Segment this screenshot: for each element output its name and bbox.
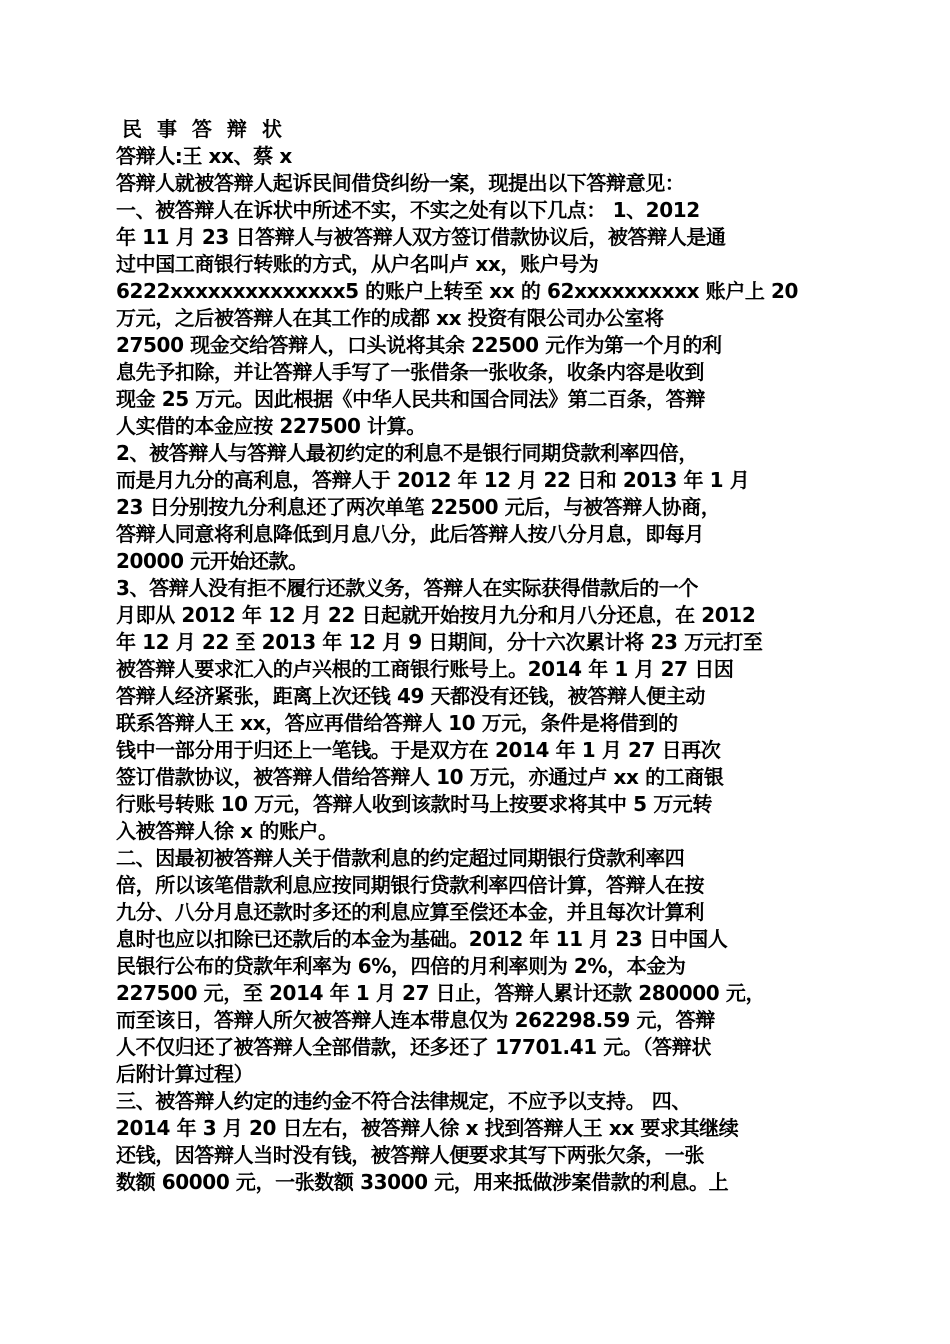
- text-line: 九分、八分月息还款时多还的利息应算至偿还本金，并且每次计算利: [116, 900, 704, 924]
- text-line: 还钱，因答辩人当时没有钱，被答辩人便要求其写下两张欠条，一张: [116, 1143, 704, 1167]
- document-body: [116, 116, 834, 1196]
- text-line: 联系答辩人王 xx，答应再借给答辩人 10 万元，条件是将借到的: [116, 711, 678, 735]
- text-line: 三、被答辩人约定的违约金不符合法律规定，不应予以支持。 四、: [116, 1089, 691, 1113]
- text-line: 钱中一部分用于归还上一笔钱。于是双方在 2014 年 1 月 27 日再次: [116, 738, 721, 762]
- text-line: 年 12 月 22 至 2013 年 12 月 9 日期间，分十六次累计将 23 万元打至: [116, 630, 763, 654]
- text-line: 3、答辩人没有拒不履行还款义务，答辩人在实际获得借款后的一个: [116, 576, 698, 600]
- document-title: 民 事 答 辩 状: [122, 117, 286, 141]
- document-text: [116, 143, 834, 1196]
- text-line: 而至该日，答辩人所欠被答辩人连本带息仅为 262298.59 元，答辩: [116, 1008, 715, 1032]
- text-line: 民银行公布的贷款年利率为 6%，四倍的月利率则为 2%，本金为: [116, 954, 686, 978]
- text-line: 23 日分别按九分利息还了两次单笔 22500 元后，与被答辩人协商，: [116, 495, 721, 519]
- text-line: 息先予扣除，并让答辩人手写了一张借条一张收条，收条内容是收到: [116, 360, 704, 384]
- text-line: 人不仅归还了被答辩人全部借款，还多还了 17701.41 元。（答辩状: [116, 1035, 711, 1059]
- text-line: 二、因最初被答辩人关于借款利息的约定超过同期银行贷款利率四: [116, 846, 685, 870]
- text-line: 一、被答辩人在诉状中所述不实，不实之处有以下几点： 1、2012: [116, 198, 700, 222]
- text-line: 答辩人:王 xx、蔡 x: [116, 144, 292, 168]
- text-line: 20000 元开始还款。: [116, 549, 308, 573]
- text-line: 后附计算过程）: [116, 1062, 254, 1086]
- text-line: 而是月九分的高利息，答辩人于 2012 年 12 月 22 日和 2013 年 1 月: [116, 468, 750, 492]
- text-line: 现金 25 万元。因此根据《中华人民共和国合同法》第二百条，答辩: [116, 387, 705, 411]
- text-line: 年 11 月 23 日答辩人与被答辩人双方签订借款协议后，被答辩人是通: [116, 225, 726, 249]
- text-line: 行账号转账 10 万元，答辩人收到该款时马上按要求将其中 5 万元转: [116, 792, 712, 816]
- text-line: 人实借的本金应按 227500 计算。: [116, 414, 426, 438]
- text-line: 签订借款协议，被答辩人借给答辩人 10 万元，亦通过卢 xx 的工商银: [116, 765, 724, 789]
- text-line: 答辩人就被答辩人起诉民间借贷纠纷一案，现提出以下答辩意见：: [116, 171, 685, 195]
- text-line: 月即从 2012 年 12 月 22 日起就开始按月九分和月八分还息，在 2012: [116, 603, 756, 627]
- text-line: 答辩人经济紧张，距离上次还钱 49 天都没有还钱，被答辩人便主动: [116, 684, 705, 708]
- text-line: 万元，之后被答辩人在其工作的成都 xx 投资有限公司办公室将: [116, 306, 664, 330]
- text-line: 数额 60000 元，一张数额 33000 元，用来抵做涉案借款的利息。上: [116, 1170, 729, 1194]
- text-line: 2014 年 3 月 20 日左右，被答辩人徐 x 找到答辩人王 xx 要求其继续: [116, 1116, 739, 1140]
- text-line: 入被答辩人徐 x 的账户。: [116, 819, 338, 843]
- text-line: 倍，所以该笔借款利息应按同期银行贷款利率四倍计算，答辩人在按: [116, 873, 704, 897]
- text-line: 227500 元，至 2014 年 1 月 27 日止，答辩人累计还款 280000 元，: [116, 981, 766, 1005]
- text-line: 6222xxxxxxxxxxxxxx5 的账户上转至 xx 的 62xxxxxxxxxx 账户上 20: [116, 279, 799, 303]
- text-line: 过中国工商银行转账的方式，从户名叫卢 xx，账户号为: [116, 252, 599, 276]
- text-line: 被答辩人要求汇入的卢兴根的工商银行账号上。2014 年 1 月 27 日因: [116, 657, 734, 681]
- text-line: 息时也应以扣除已还款后的本金为基础。2012 年 11 月 23 日中国人: [116, 927, 728, 951]
- text-line: 答辩人同意将利息降低到月息八分，此后答辩人按八分月息，即每月: [116, 522, 704, 546]
- text-line: 27500 现金交给答辩人，口头说将其余 22500 元作为第一个月的利: [116, 333, 722, 357]
- text-line: 2、被答辩人与答辩人最初约定的利息不是银行同期贷款利率四倍，: [116, 441, 698, 465]
